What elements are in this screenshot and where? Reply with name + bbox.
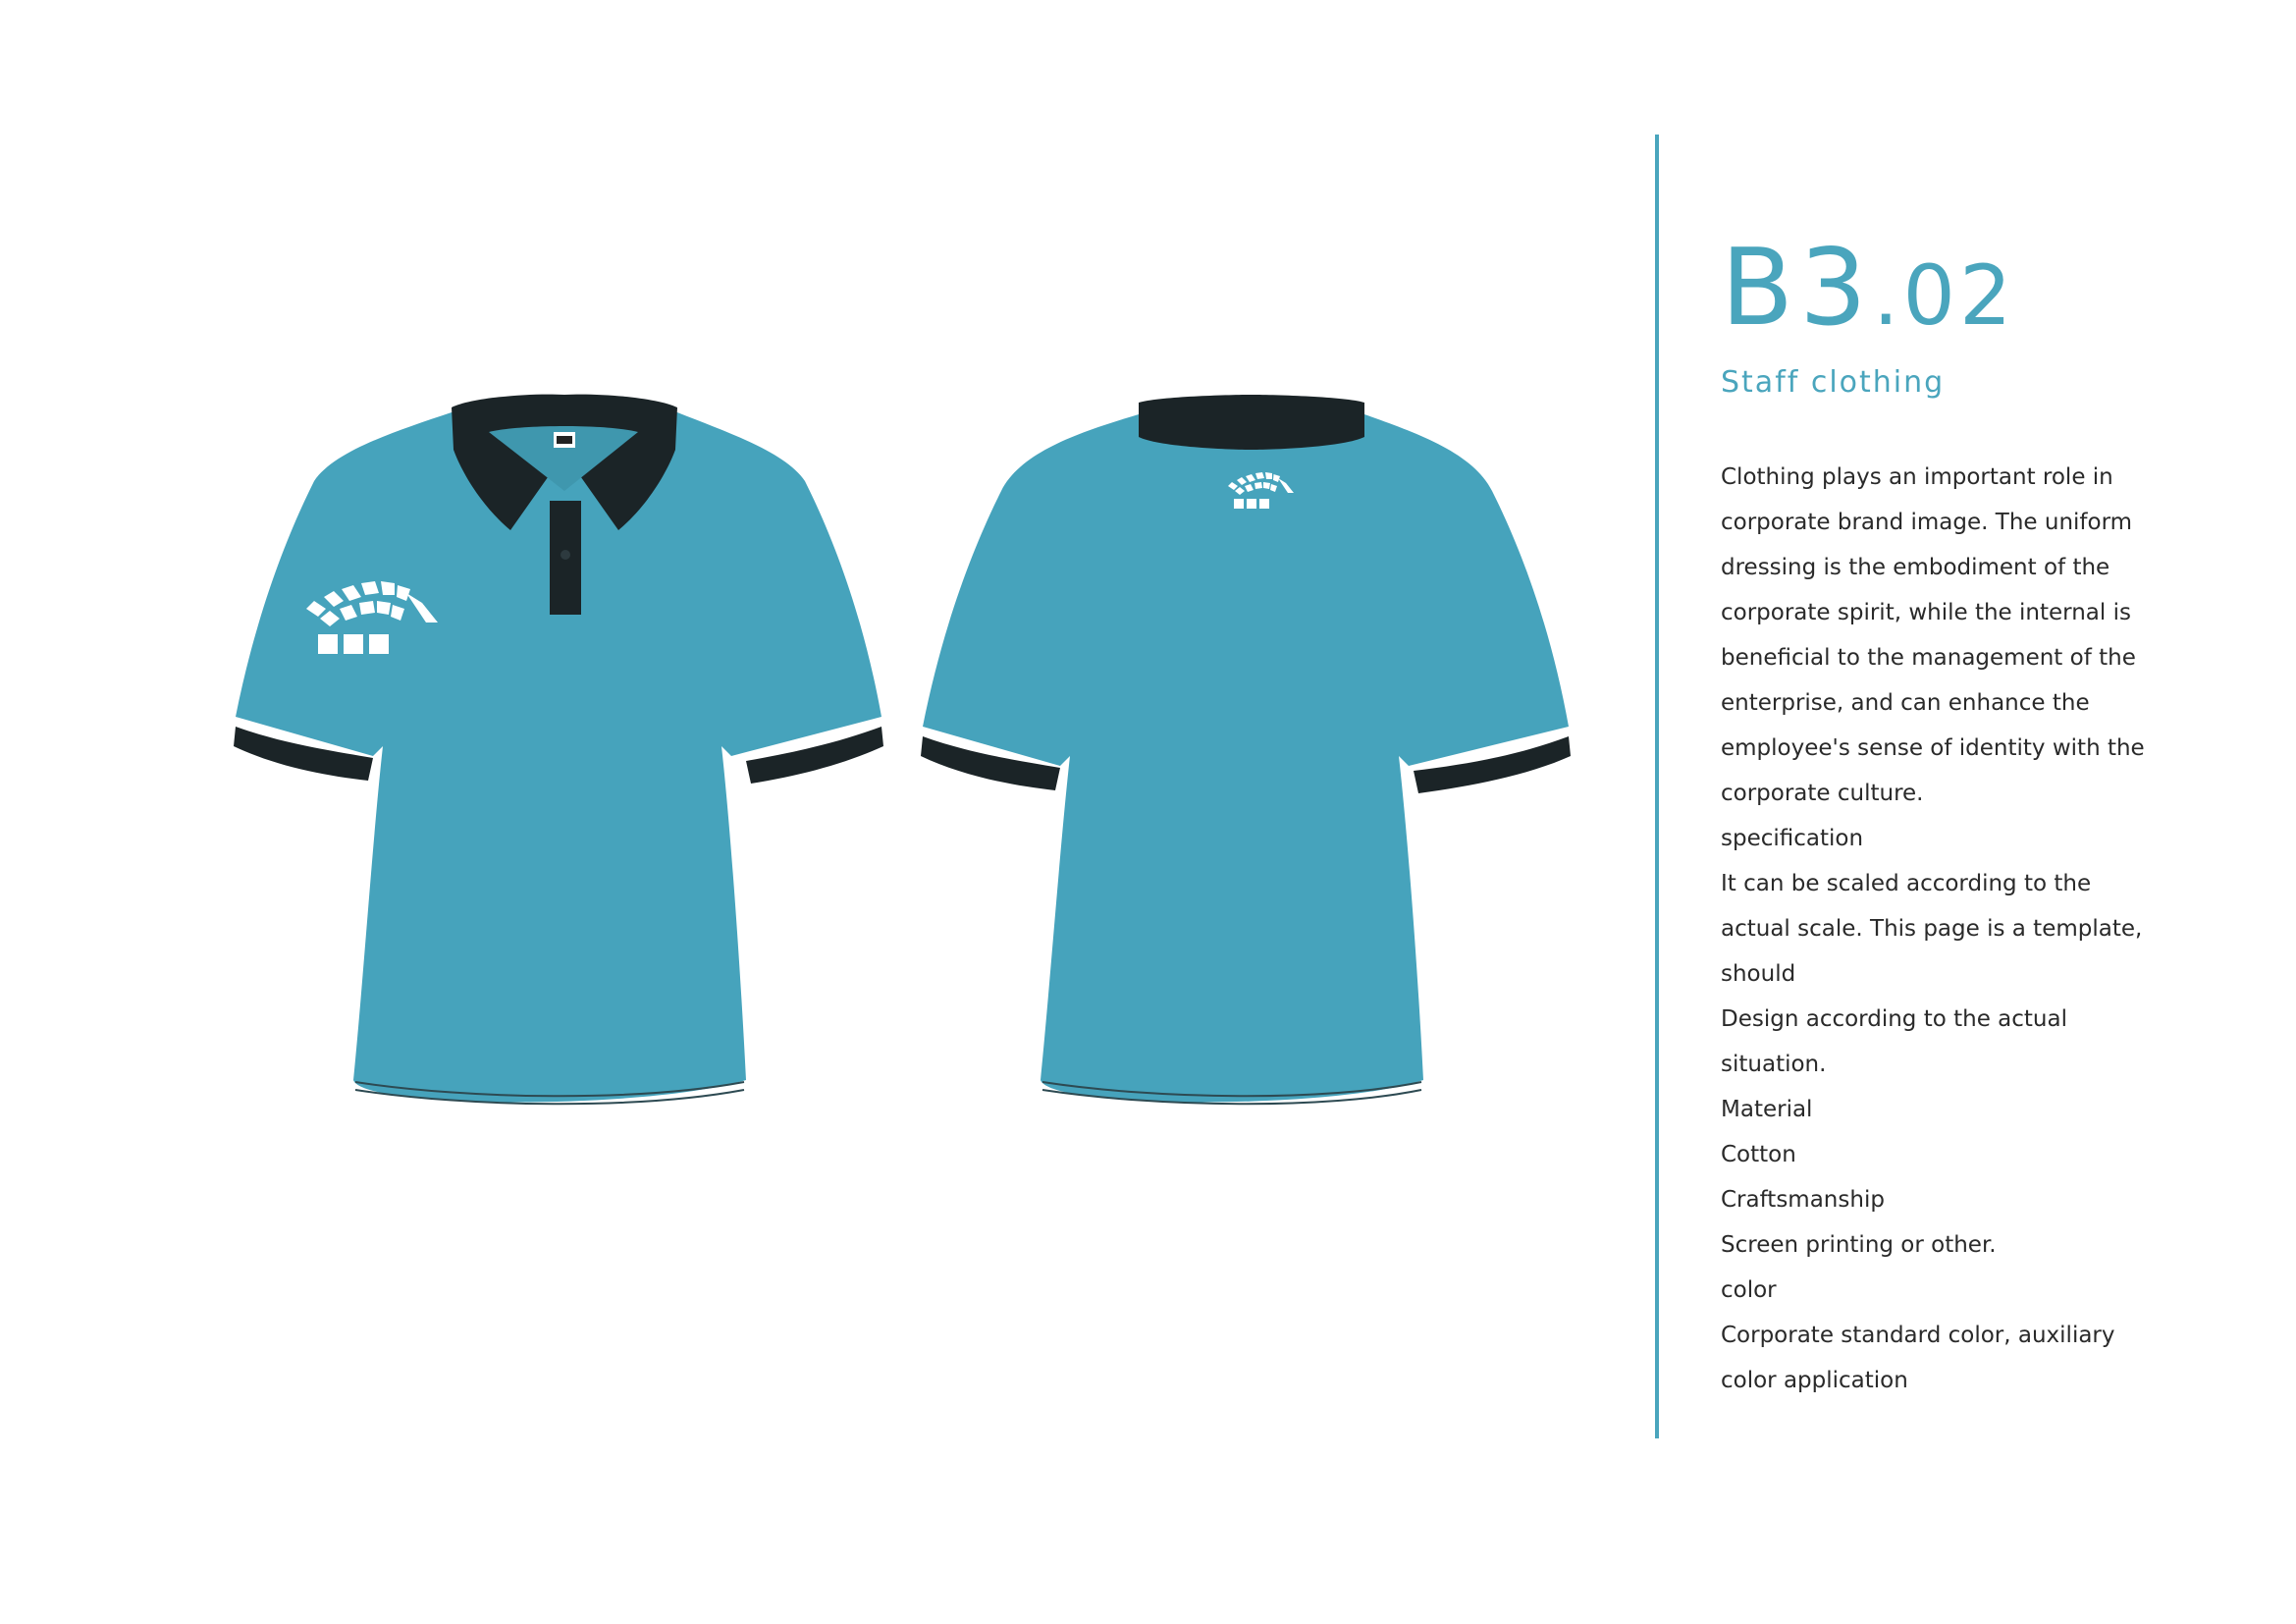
body-line: Craftsmanship [1721, 1187, 1885, 1213]
body-line: color [1721, 1277, 1777, 1303]
body-line: specification [1721, 826, 1864, 851]
body-line: Screen printing or other. [1721, 1232, 1997, 1258]
body-line: beneficial to the management of the [1721, 645, 2136, 671]
body-line: Material [1721, 1097, 1813, 1122]
polo-shirt-back-illustration [913, 393, 1590, 1119]
description-text [1721, 455, 2270, 1403]
section-code-major: B3 [1721, 227, 1873, 350]
body-line: actual scale. This page is a template, [1721, 916, 2143, 942]
body-line: dressing is the embodiment of the [1721, 555, 2110, 580]
body-line: employee's sense of identity with the [1721, 735, 2145, 761]
body-line: Cotton [1721, 1142, 1796, 1167]
shirt-front-body [234, 395, 883, 1105]
body-line: Corporate standard color, auxiliary [1721, 1323, 2115, 1348]
body-line: Clothing plays an important role in [1721, 464, 2113, 490]
body-line: corporate culture. [1721, 781, 1924, 806]
vertical-divider [1655, 135, 1659, 1438]
section-subtitle: Staff clothing [1721, 365, 1946, 400]
body-line: corporate brand image. The uniform [1721, 510, 2133, 535]
body-line: corporate spirit, while the internal is [1721, 600, 2131, 625]
polo-shirt-front-illustration [226, 393, 903, 1119]
description-panel [1721, 227, 2270, 1403]
body-line: should [1721, 961, 1796, 987]
body-line: situation. [1721, 1052, 1827, 1077]
section-code-minor: .02 [1872, 247, 2016, 344]
body-line: Design according to the actual [1721, 1006, 2067, 1032]
body-line: It can be scaled according to the [1721, 871, 2092, 896]
body-line: color application [1721, 1368, 1908, 1393]
body-line: enterprise, and can enhance the [1721, 690, 2090, 716]
shirt-back-body [921, 395, 1571, 1104]
section-code [1721, 227, 2270, 350]
